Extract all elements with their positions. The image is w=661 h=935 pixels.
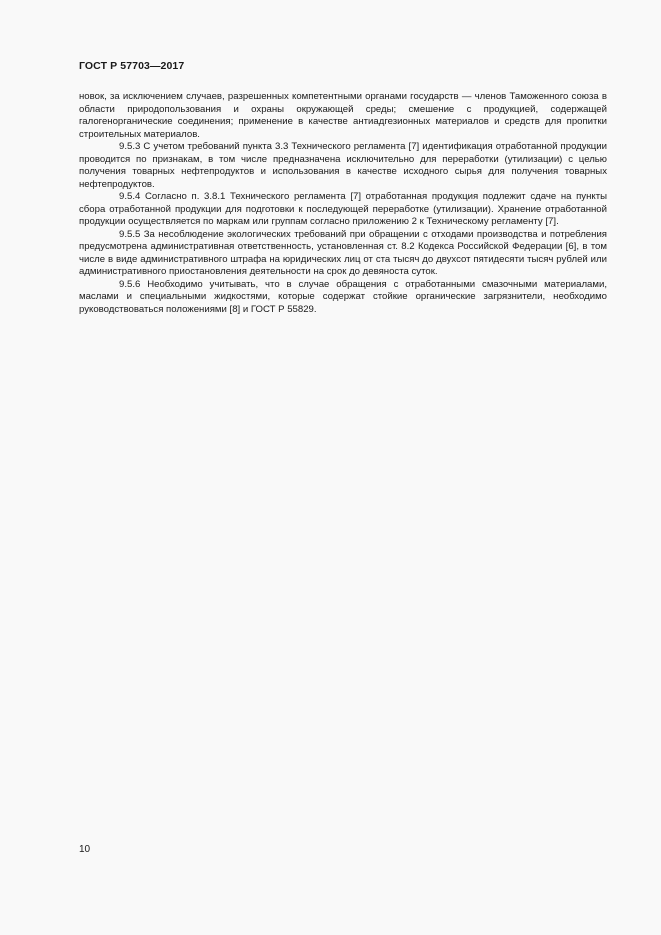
page-number: 10	[79, 844, 91, 855]
document-header-standard-number: ГОСТ Р 57703—2017	[79, 60, 185, 72]
paragraph-9-5-5: 9.5.5 За несоблюдение экологических требований при обращении с отходами производства и потребления предусмотрена административная ответственность, установленная ст. 8.2 Кодекса Российской Федерации [6], в том числе в виде административного штрафа на юридических лиц от ста тысяч до двухсот пятидесяти тысяч рублей или административного приостановления деятельности на срок до девяноста суток.	[79, 228, 607, 277]
document-body	[79, 91, 607, 316]
paragraph-9-5-3: 9.5.3 С учетом требований пункта 3.3 Технического регламента [7] идентификация отработанной продукции проводится по признакам, в том числе предназначена исключительно для переработки (утилизации) с целью получения товарных нефтепродуктов и использования в качестве исходного сырья для получения товарных нефтепродуктов.	[79, 141, 607, 190]
paragraph-9-5-4: 9.5.4 Согласно п. 3.8.1 Технического регламента [7] отработанная продукция подлежит сдаче на пункты сбора отработанной продукции для подготовки к последующей переработке (утилизации). Хранение отработанной продукции осуществляется по маркам или группам согласно приложению 2 к Техническому регламенту [7].	[79, 191, 607, 227]
paragraph-continuation: новок, за исключением случаев, разрешенных компетентными органами государств — членов Таможенного союза в области природопользования и охраны окружающей среды; смешение с продукцией, содержащей галогенорганические соединения; применение в качестве антиадгезионных материалов и средств для пропитки строительных материалов.	[79, 91, 607, 140]
paragraph-9-5-6: 9.5.6 Необходимо учитывать, что в случае обращения с отработанными смазочными материалами, маслами и специальными жидкостями, которые содержат стойкие органические загрязнители, необходимо руководствоваться положениями [8] и ГОСТ Р 55829.	[79, 278, 607, 315]
